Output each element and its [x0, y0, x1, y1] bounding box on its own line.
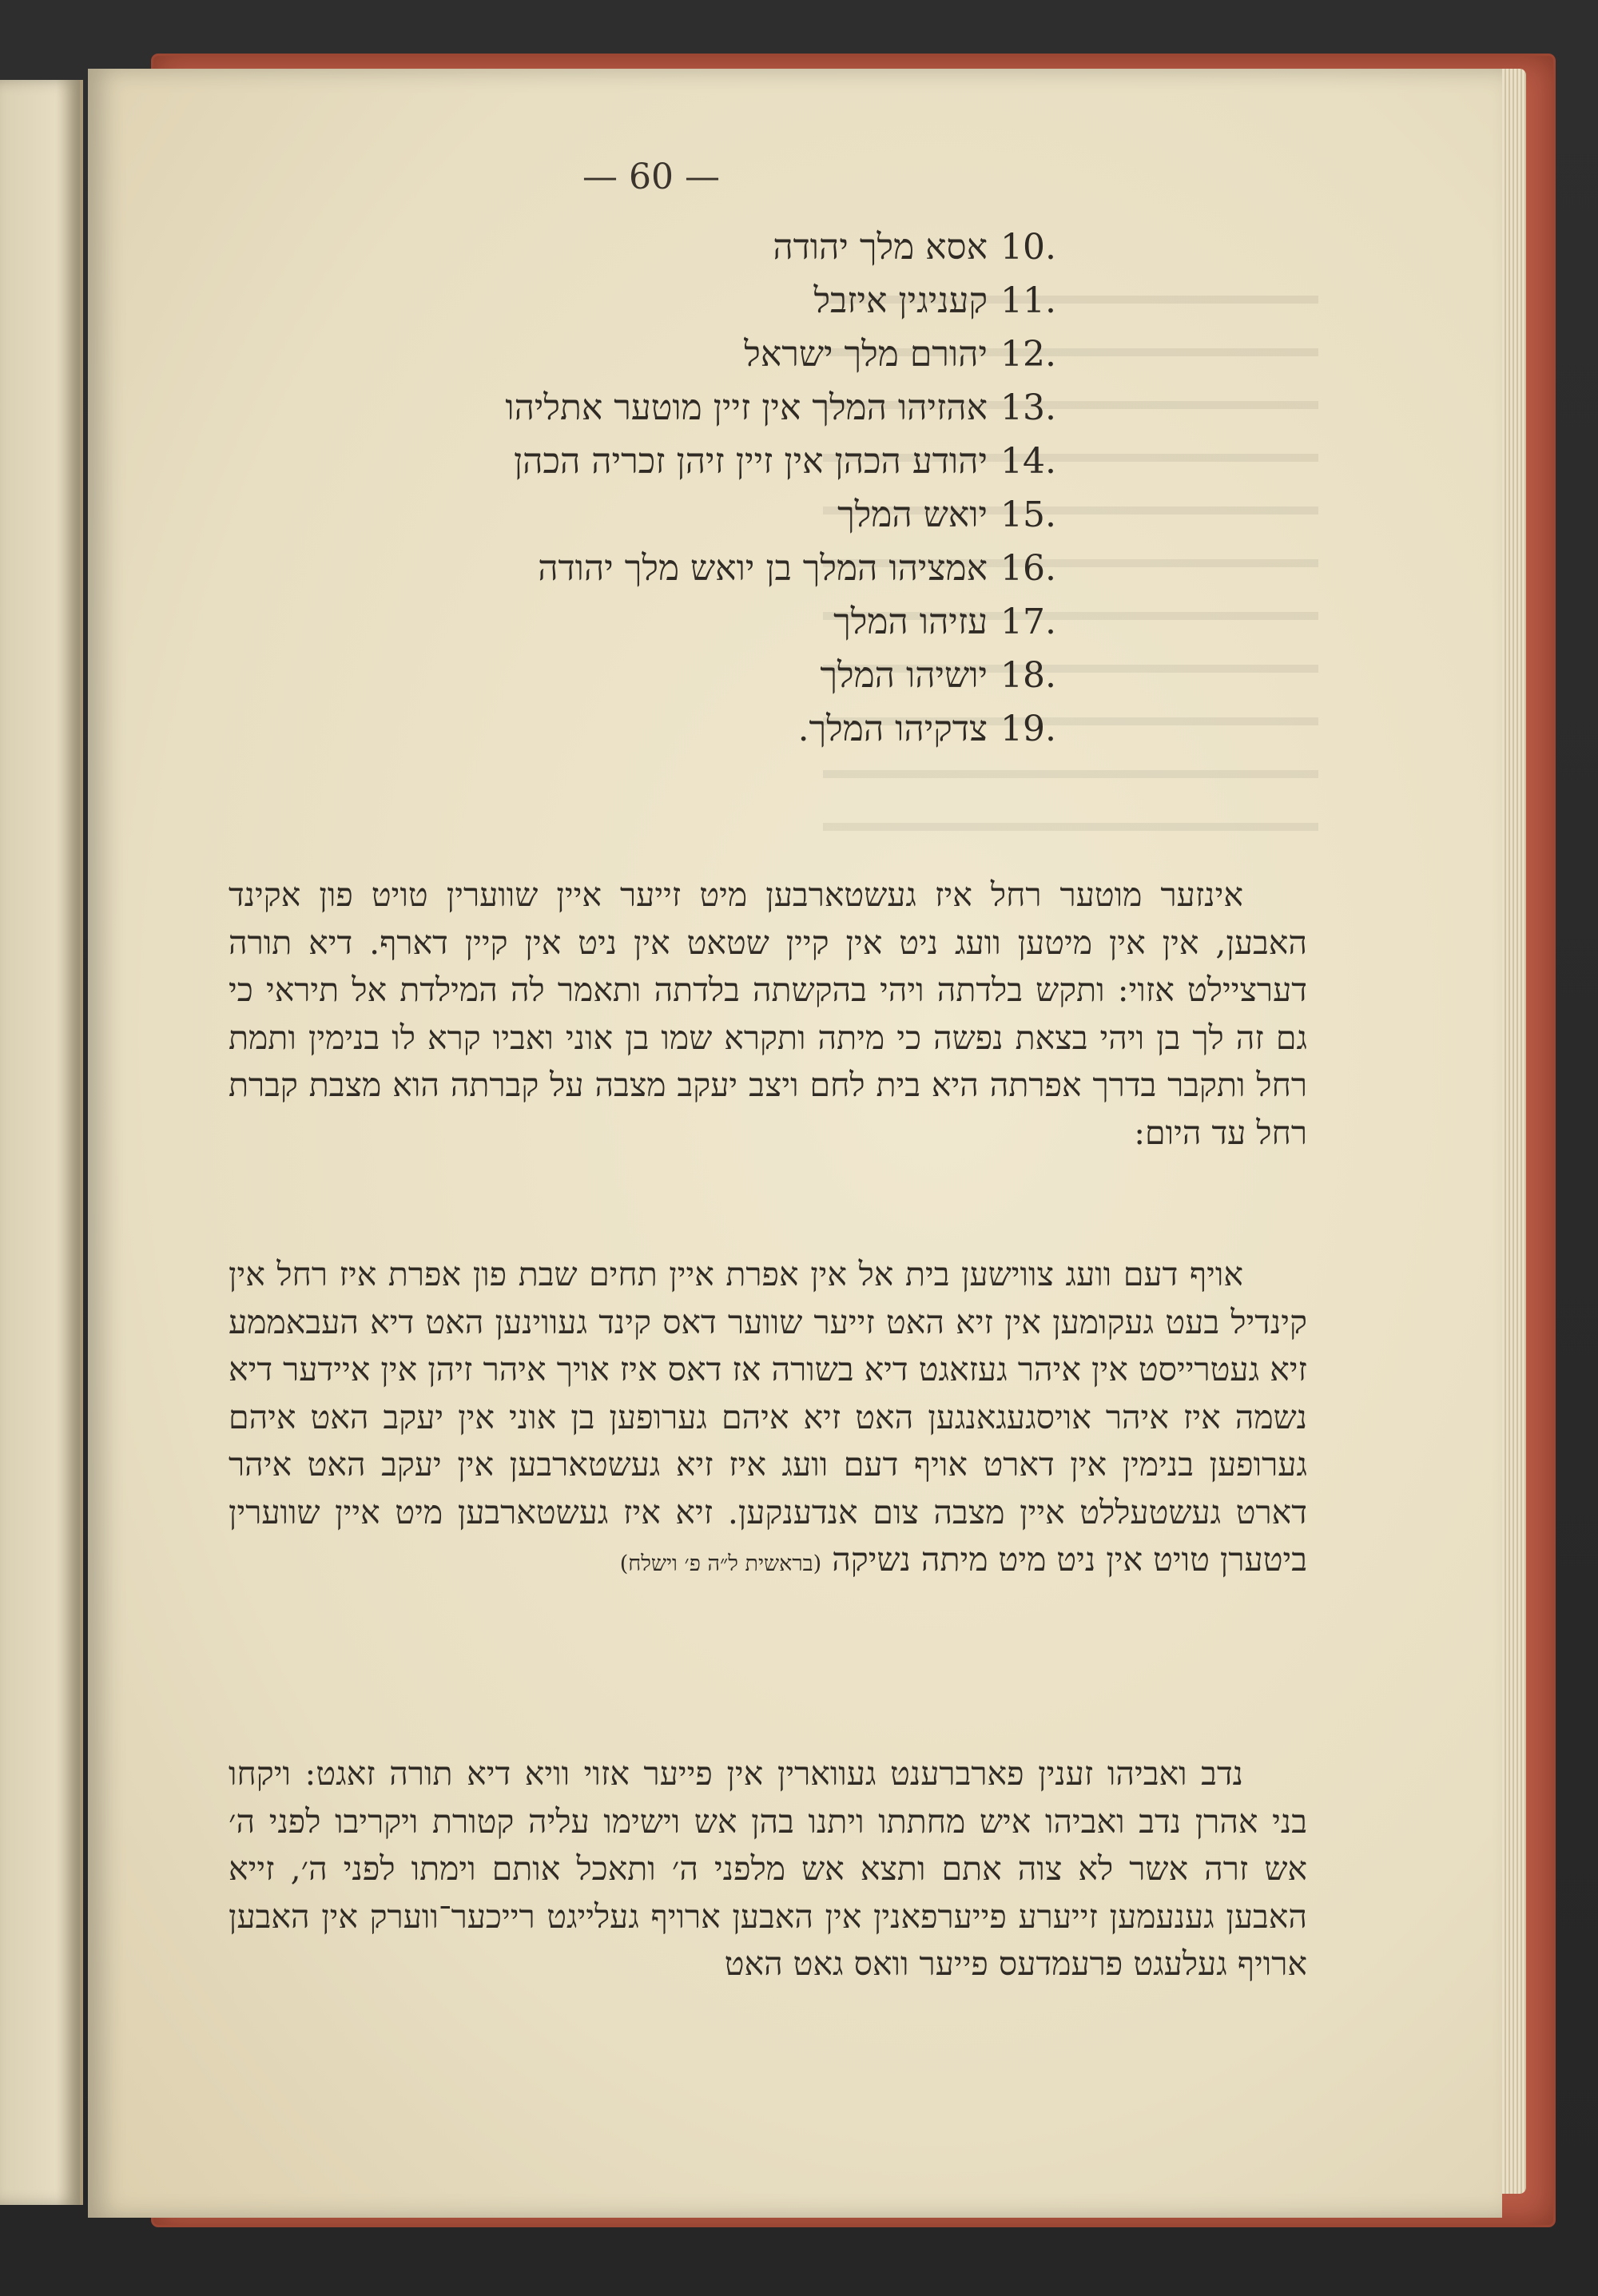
list-item [296, 220, 1103, 274]
paragraph-rachel-death [229, 872, 1307, 1157]
list-item-text: אמציהו המלך בן יואש מלך יהודה [538, 548, 988, 589]
page-number: — 60 — [582, 157, 720, 197]
list-item [296, 328, 1103, 381]
list-item-number: 15. [1000, 495, 1056, 535]
list-item [296, 435, 1103, 488]
list-item-text: יואש המלך [837, 495, 988, 535]
list-item-number: 19. [1000, 709, 1056, 749]
list-item [296, 274, 1103, 328]
list-item-text: עזיהו המלך [833, 602, 988, 642]
paragraph-nadav-avihu [229, 1750, 1307, 1988]
list-item-number: 12. [1000, 334, 1056, 375]
list-item-text: צדקיהו המלך. [797, 709, 988, 749]
list-item-number: 17. [1000, 602, 1056, 642]
list-item-text: קעניגין איזבל [813, 280, 988, 321]
list-item-number: 14. [1000, 441, 1056, 482]
list-item [296, 702, 1103, 756]
list-item-text: יהודע הכהן אין זיין זיהן זכריה הכהן [513, 441, 988, 482]
left-page-edge [0, 80, 83, 2205]
list-item [296, 488, 1103, 542]
list-item-number: 13. [1000, 387, 1056, 428]
book-page [88, 69, 1502, 2218]
paragraph-rachel-burial [229, 1251, 1307, 1588]
list-item-number: 11. [1000, 280, 1056, 321]
numbered-list [296, 220, 1103, 756]
list-item-text: יהורם מלך ישראל [744, 334, 988, 375]
list-item [296, 381, 1103, 435]
list-item [296, 649, 1103, 702]
list-item-number: 10. [1000, 227, 1056, 268]
list-item [296, 595, 1103, 649]
list-item-number: 16. [1000, 548, 1056, 589]
list-item-text: אהזיהו המלך אין זיין מוטער אתליהו [505, 387, 988, 428]
list-item-text: יושיהו המלך [820, 655, 988, 696]
paragraph-text: אינזער מוטער רחל איז געשטארבען מיט זייער איין שווערין טויט פון אקינד האבען, אין אין מיטען וועג ניט אין קיין שטאט אין ניט אין קיין דארף. דיא תורה דערציילט אזוי: ותקש בלדתה ויהי בהקשתה בלדתה ותאמר לה המילדת אל תיראי כי גם זה לך בן ויהי בצאת נפשה כי מיתה ותקרא שמו בן אוני ואביו קרא לו בנימין ותמת רחל ותקבר בדרך אפרתה היא בית לחם ויצב יעקב מצבה על קברתה הוא מצבת קברת רחל עד היום: [229, 876, 1307, 1152]
paragraph-text: נדב ואביהו זענין פארברענט געווארין אין פייער אזוי וויא דיא תורה זאגט: ויקחו בני אהרן נדב ואביהו איש מחתתו ויתנו בהן אש וישימו עליה קטורת ויקריבו לפני ה׳ אש זרה אשר לא צוה אתם ותצא אש מלפני ה׳ ותאכל אותם וימתו לפני ה׳, זייא האבען גענעמען זייערע פייערפאנין אין האבען ארויף געלייגט רייכער־ווערק אין האבען ארויף געלעגט פרעמדעס פייער וואס גאט האט [229, 1754, 1307, 1983]
list-item [296, 542, 1103, 595]
list-item-text: אסא מלך יהודה [773, 227, 988, 268]
source-citation: (בראשית ל״ה פ׳ וישלח) [619, 1551, 822, 1576]
list-item-number: 18. [1000, 655, 1056, 696]
paragraph-text: אויף דעם וועג צווישען בית אל אין אפרת איין תחים שבת פון אפרת איז רחל אין קינדיל בעט געקומען אין זיא האט זייער שווער דאס קינד געווינען האט דיא העבאממע זיא געטרייסט אין איהר געזאגט דיא בשורה אז דאס איז אויך איהר זיהן אין איידער דיא נשמה איז איהר אויסגעגאנגען האט זיא איהם גערופען בן אוני אין יעקב האט איהם גערופען בנימין אין דארט אויף דעם וועג איז זיא געשטארבען אין יעקב האט איהר דארט געשטעללט איין מצבה צום אנדענקען. זיא איז געשטארבען מיט איין שווערין ביטערן טויט אין ניט מיט מיתה נשיקה [229, 1255, 1307, 1579]
